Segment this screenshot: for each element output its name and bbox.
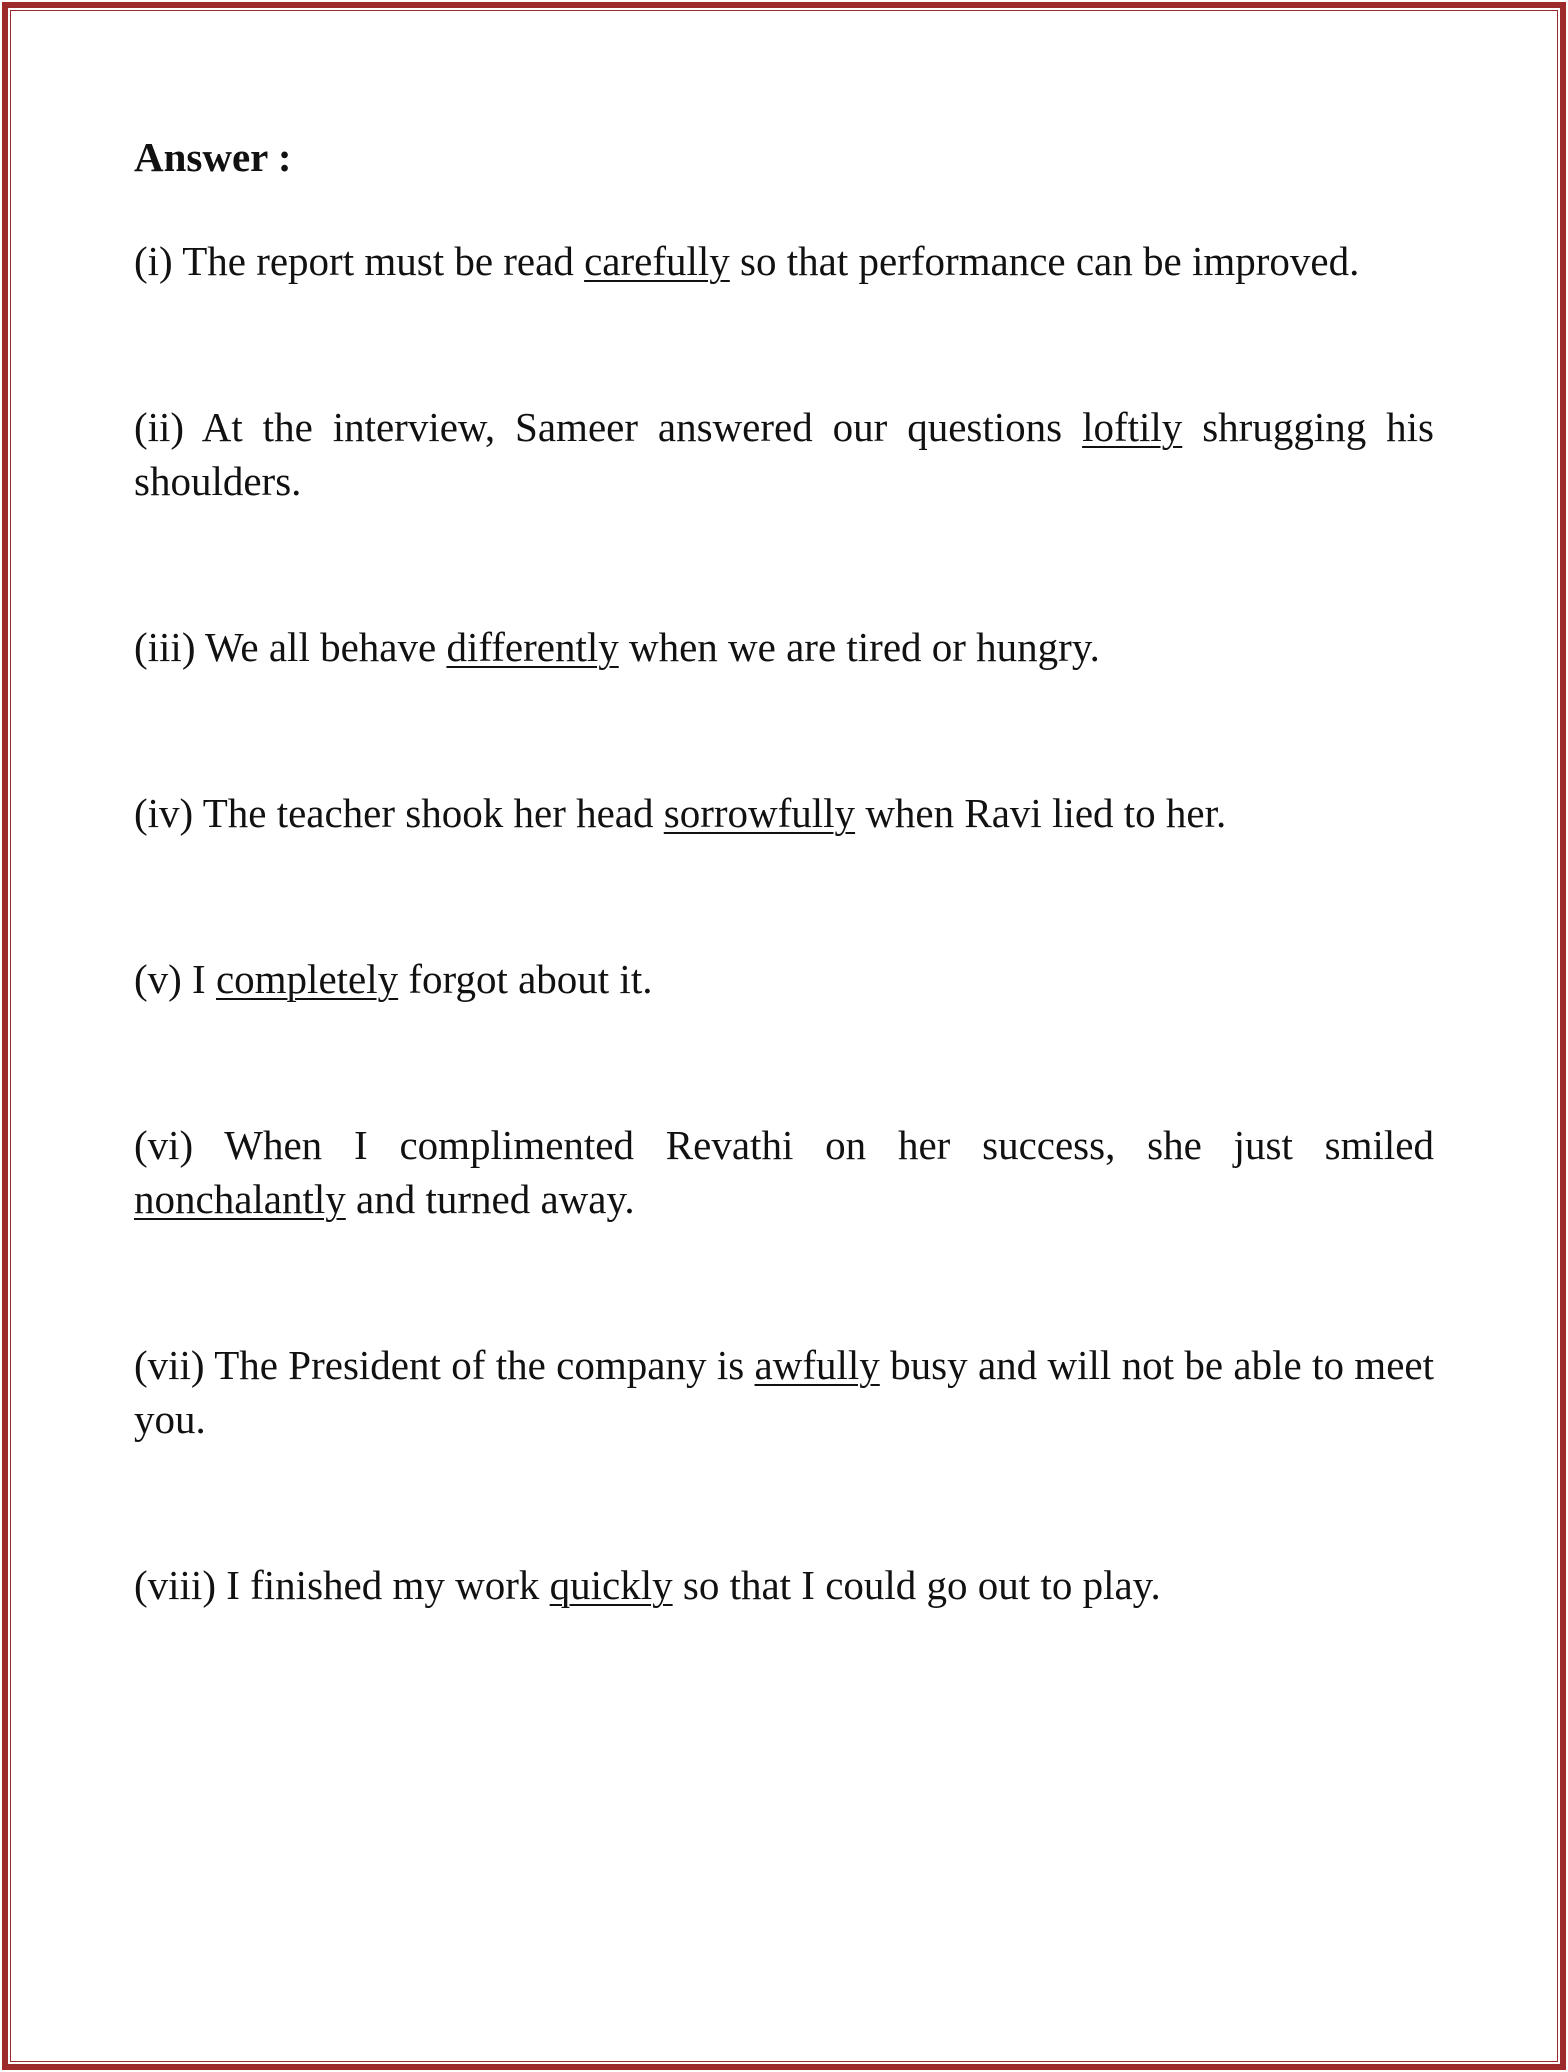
underlined-adverb: completely [215, 956, 399, 1002]
answer-text-after: shrugging his shoulders. [134, 404, 1434, 504]
answer-text-before: (ii) At the interview, Sameer answered our questions [134, 404, 1083, 450]
answer-text-after: so that performance can be improved. [729, 238, 1360, 284]
underlined-adverb: quickly [549, 1562, 673, 1608]
answer-text-after: when Ravi lied to her. [855, 790, 1227, 836]
underlined-adverb: awfully [754, 1342, 880, 1388]
answer-item-3 [134, 620, 1434, 674]
answer-text-before: (vi) When I complimented Revathi on her success, she just smiled [134, 1122, 1434, 1168]
answer-item-5 [134, 952, 1434, 1006]
answer-text-before: (v) I [134, 956, 216, 1002]
answer-heading: Answer : [134, 134, 292, 180]
answer-text-before: (vii) The President of the company is [134, 1342, 755, 1388]
answer-text-after: so that I could go out to play. [672, 1562, 1161, 1608]
answer-text-before: (iv) The teacher shook her head [134, 790, 664, 836]
answer-text-after: busy and will not be able to meet you. [134, 1342, 1434, 1442]
answer-item-2 [134, 400, 1434, 508]
underlined-adverb: nonchalantly [134, 1176, 346, 1222]
answer-text-before: (i) The report must be read [134, 238, 585, 284]
answer-text-after: forgot about it. [398, 956, 653, 1002]
answer-text-before: (viii) I finished my work [134, 1562, 550, 1608]
answer-text-after: and turned away. [345, 1176, 635, 1222]
underlined-adverb: carefully [584, 238, 730, 284]
answer-content [134, 130, 1434, 1612]
answer-item-8 [134, 1558, 1434, 1612]
answer-item-6 [134, 1118, 1434, 1226]
underlined-adverb: loftily [1082, 404, 1183, 450]
answer-text-before: (iii) We all behave [134, 624, 447, 670]
underlined-adverb: differently [446, 624, 619, 670]
underlined-adverb: sorrowfully [663, 790, 856, 836]
answer-item-7 [134, 1338, 1434, 1446]
answer-item-4 [134, 786, 1434, 840]
answer-text-after: when we are tired or hungry. [618, 624, 1100, 670]
answer-item-1 [134, 234, 1434, 288]
